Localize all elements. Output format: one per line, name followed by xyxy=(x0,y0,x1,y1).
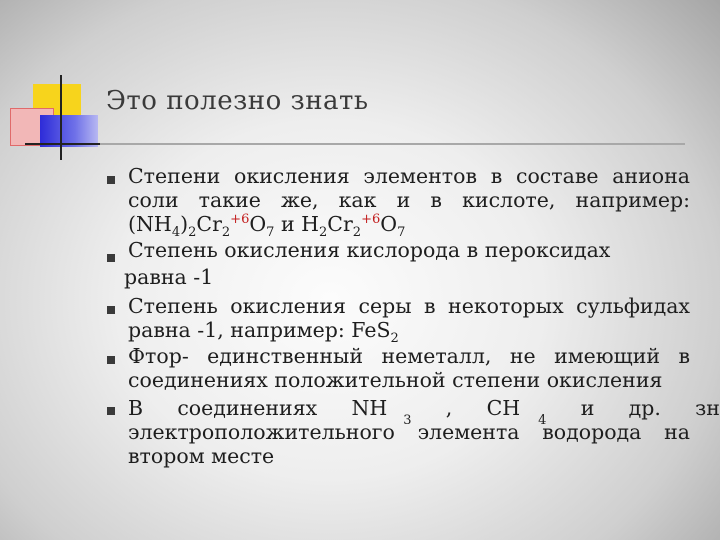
bullet-1-formula: $(NH_4)_2Cr_2^{+6}O_7$ и $H_2Cr_2^{+6}O_7$ xyxy=(128,212,406,241)
bullet-2-line-1: Степень окисления кислорода в пероксидах xyxy=(128,238,611,262)
bullet-marker xyxy=(107,356,115,364)
bullet-4-line-1: Фтор- единственный неметалл, не имеющий в xyxy=(128,344,690,368)
slide-title: Это полезно знать xyxy=(106,86,369,116)
bullet-5-line-1: В соединениях $NH_3$ , $CH_4$ и др. зн xyxy=(128,396,720,424)
bullet-marker xyxy=(107,176,115,184)
vertical-line-decoration xyxy=(60,75,62,160)
bullet-1-line-1: Степени окисления элементов в составе аниона xyxy=(128,164,690,188)
bullet-marker xyxy=(107,254,115,262)
bullet-2-line-2: равна -1 xyxy=(124,265,214,289)
bullet-marker xyxy=(107,306,115,314)
bullet-3-line-2: равна -1, например: FeS$_2$ xyxy=(128,318,399,347)
title-underline xyxy=(25,143,685,145)
title-underline-accent xyxy=(25,143,100,145)
bullet-5-line-3: втором месте xyxy=(128,444,275,468)
bullet-5-line-2: электроположительного элемента водорода на xyxy=(128,420,690,444)
bullet-1-line-2: соли такие же, как и в кислоте, например: xyxy=(128,188,690,212)
bullet-marker xyxy=(107,407,115,415)
bullet-4-line-2: соединениях положительной степени окисления xyxy=(128,368,663,392)
bullet-3-line-1: Степень окисления серы в некоторых сульфидах xyxy=(128,294,690,318)
